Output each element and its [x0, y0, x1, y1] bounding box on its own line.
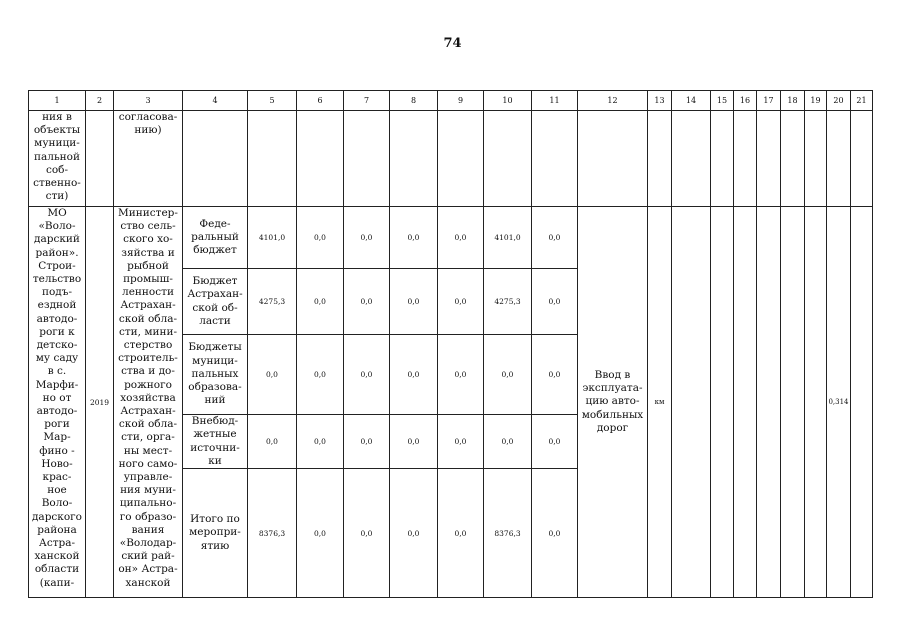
value-cell: 0,0: [438, 335, 484, 415]
col-number: 3: [114, 91, 183, 111]
value-cell: 0,0: [390, 207, 438, 269]
value-cell: 0,0: [344, 415, 390, 469]
column-number-row: [29, 91, 873, 111]
col-number: 21: [851, 91, 873, 111]
value-cell: 0,0: [438, 415, 484, 469]
value-cell: 0,0: [297, 469, 344, 598]
col-number: 18: [781, 91, 805, 111]
value-cell: 0,0: [532, 269, 578, 335]
col-number: 12: [578, 91, 648, 111]
funding-source: Итого по меропри- ятию: [183, 469, 248, 598]
funding-source: Бюджеты муници- пальных образова- ний: [183, 335, 248, 415]
year: 2019: [86, 207, 114, 598]
unit: км: [648, 207, 672, 598]
col-number: 2: [86, 91, 114, 111]
col-number: 11: [532, 91, 578, 111]
value-cell: 0,0: [484, 415, 532, 469]
value-cell: 0,0: [438, 207, 484, 269]
value-cell: 0,0: [248, 335, 297, 415]
col-number: 20: [827, 91, 851, 111]
value-cell: 0,0: [438, 269, 484, 335]
indicator: Ввод в эксплуата- цию авто- мобильных дорог: [578, 207, 648, 598]
value-cell: 0,0: [390, 269, 438, 335]
value-cell: 0,0: [344, 469, 390, 598]
value-cell: 0,0: [532, 335, 578, 415]
indicator-value: 0,314: [827, 207, 851, 598]
continued-row: [29, 111, 873, 207]
col-number: 15: [711, 91, 734, 111]
continued-object-text: ния в объекты муници- пальной соб- ственно- сти): [29, 111, 86, 207]
value-cell: 0,0: [532, 469, 578, 598]
col-number: 17: [757, 91, 781, 111]
value-cell: 0,0: [438, 469, 484, 598]
col-number: 8: [390, 91, 438, 111]
value-cell: 0,0: [390, 415, 438, 469]
col-number: 4: [183, 91, 248, 111]
col-number: 5: [248, 91, 297, 111]
funding-row-federal: [29, 207, 873, 269]
col-number: 13: [648, 91, 672, 111]
value-cell: 0,0: [297, 415, 344, 469]
value-cell: 0,0: [344, 335, 390, 415]
value-cell: 0,0: [248, 415, 297, 469]
executor: Министер- ство сель- ского хо- зяйства и рыбной промыш- ленности Астрахан- ской обла- сти, мини- стерство строитель- ства и до- рожного хозяйства Астрахан- ской обла- сти, орга- ны мест- ного само- управле- ния муни- ципально- го образо- вания «Володар- ский рай- он» Астра- ханской: [114, 207, 183, 598]
value-cell: 0,0: [344, 269, 390, 335]
col-number: 6: [297, 91, 344, 111]
value-cell: 0,0: [532, 415, 578, 469]
value-cell: 4275,3: [248, 269, 297, 335]
value-cell: 0,0: [297, 207, 344, 269]
col-number: 1: [29, 91, 86, 111]
continued-executor-text: согласова- нию): [114, 111, 183, 207]
value-cell: 8376,3: [248, 469, 297, 598]
col-number: 9: [438, 91, 484, 111]
page-number: 74: [443, 36, 462, 51]
funding-source: Феде- ральный бюджет: [183, 207, 248, 269]
value-cell: 0,0: [344, 207, 390, 269]
object-description: МО «Воло- дарский район». Строи- тельство подъ- ездной автодо- роги к детско- му саду в с. Марфи- но от автодо- роги Мар- фино - Ново- крас- ное Воло- дарского района Астра- ханской области (капи-: [29, 207, 86, 598]
value-cell: 4275,3: [484, 269, 532, 335]
col-number: 16: [734, 91, 757, 111]
value-cell: 0,0: [390, 469, 438, 598]
value-cell: 4101,0: [484, 207, 532, 269]
col-number: 10: [484, 91, 532, 111]
funding-source: Внебюд- жетные источни- ки: [183, 415, 248, 469]
value-cell: 0,0: [484, 335, 532, 415]
value-cell: 4101,0: [248, 207, 297, 269]
col-number: 14: [672, 91, 711, 111]
value-cell: 8376,3: [484, 469, 532, 598]
value-cell: 0,0: [297, 335, 344, 415]
value-cell: 0,0: [390, 335, 438, 415]
value-cell: 0,0: [297, 269, 344, 335]
funding-source: Бюджет Астрахан- ской об- ласти: [183, 269, 248, 335]
col-number: 19: [805, 91, 827, 111]
program-table: [28, 90, 873, 598]
value-cell: 0,0: [532, 207, 578, 269]
col-number: 7: [344, 91, 390, 111]
